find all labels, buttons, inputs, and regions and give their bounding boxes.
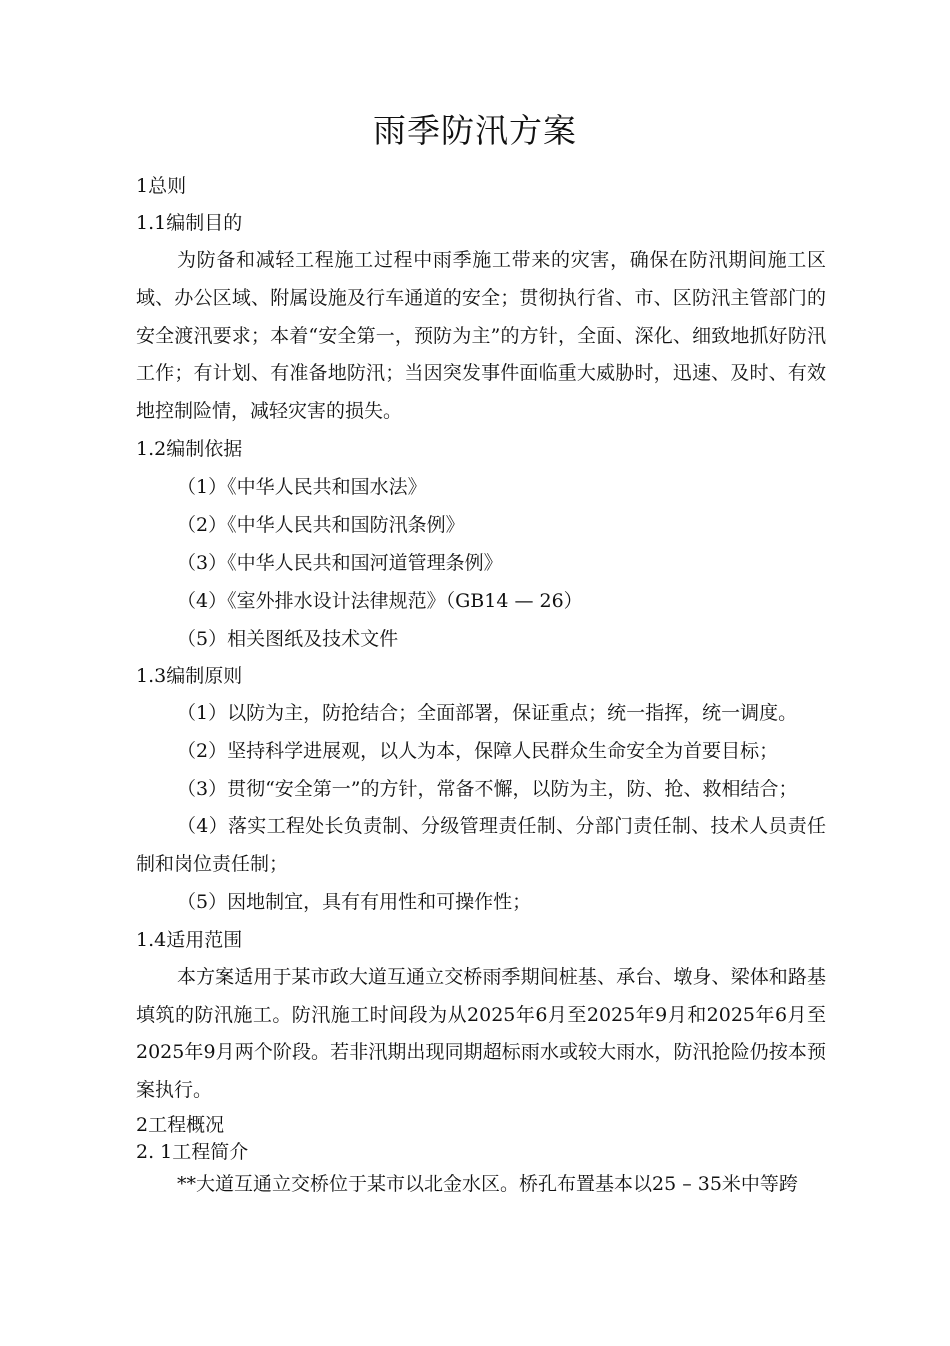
section-heading-2: 2工程概况 — [136, 1113, 225, 1136]
section-heading-1-3: 1.3编制原则 — [136, 664, 243, 687]
section-heading-1-4: 1.4适用范围 — [136, 928, 243, 951]
section-heading-1-1: 1.1编制目的 — [136, 212, 243, 234]
paragraph-scope: 本方案适用于某市政大道互通立交桥雨季期间桩基、承台、墩身、梁体和路基填筑的防汛施工。防汛施工时间段为从2025年6月至2025年9月和2025年6月至2025年9月两个阶段。若非汛期出现同期超标雨水或较大雨水，防汛抢险仍按本预案执行。 — [136, 965, 826, 1102]
principle-item-4: （4）落实工程处长负责制、分级管理责任制、分部门责任制、技术人员责任制和岗位责任制； — [136, 815, 826, 876]
basis-item-1: （1）《中华人民共和国水法》 — [177, 475, 427, 498]
document-body — [136, 168, 826, 1204]
basis-item-4: （4）《室外排水设计法律规范》（GB14 — 26） — [177, 589, 583, 612]
section-heading-1-2: 1.2编制依据 — [136, 437, 243, 460]
paragraph-purpose: 为防备和减轻工程施工过程中雨季施工带来的灾害，确保在防汛期间施工区域、办公区域、附属设施及行车通道的安全；贯彻执行省、市、区防汛主管部门的安全渡汛要求；本着“安全第一，预防为主”的方针，全面、深化、细致地抓好防汛工作；有计划、有准备地防汛；当因突发事件面临重大威胁时，迅速、及时、有效地控制险情，减轻灾害的损失。 — [136, 249, 826, 423]
section-heading-2-1: 2. 1工程简介 — [136, 1140, 249, 1163]
principle-item-5: （5）因地制宜，具有有用性和可操作性； — [177, 890, 532, 913]
principle-item-3: （3）贯彻“安全第一”的方针，常备不懈，以防为主，防、抢、救相结合； — [177, 777, 798, 800]
basis-item-3: （3）《中华人民共和国河道管理条例》 — [177, 551, 503, 574]
document-title: 雨季防汛方案 — [373, 111, 577, 150]
basis-item-2: （2）《中华人民共和国防汛条例》 — [177, 513, 465, 536]
principle-item-1: （1）以防为主，防抢结合；全面部署，保证重点；统一指挥，统一调度。 — [177, 701, 798, 724]
principle-item-2: （2）坚持科学进展观，以人为本，保障人民群众生命安全为首要目标； — [177, 739, 779, 762]
basis-item-5: （5）相关图纸及技术文件 — [177, 627, 399, 650]
paragraph-project-intro: **大道互通立交桥位于某市以北金水区。桥孔布置基本以25 – 35米中等跨 — [177, 1172, 798, 1195]
section-heading-1: 1总则 — [136, 175, 187, 197]
